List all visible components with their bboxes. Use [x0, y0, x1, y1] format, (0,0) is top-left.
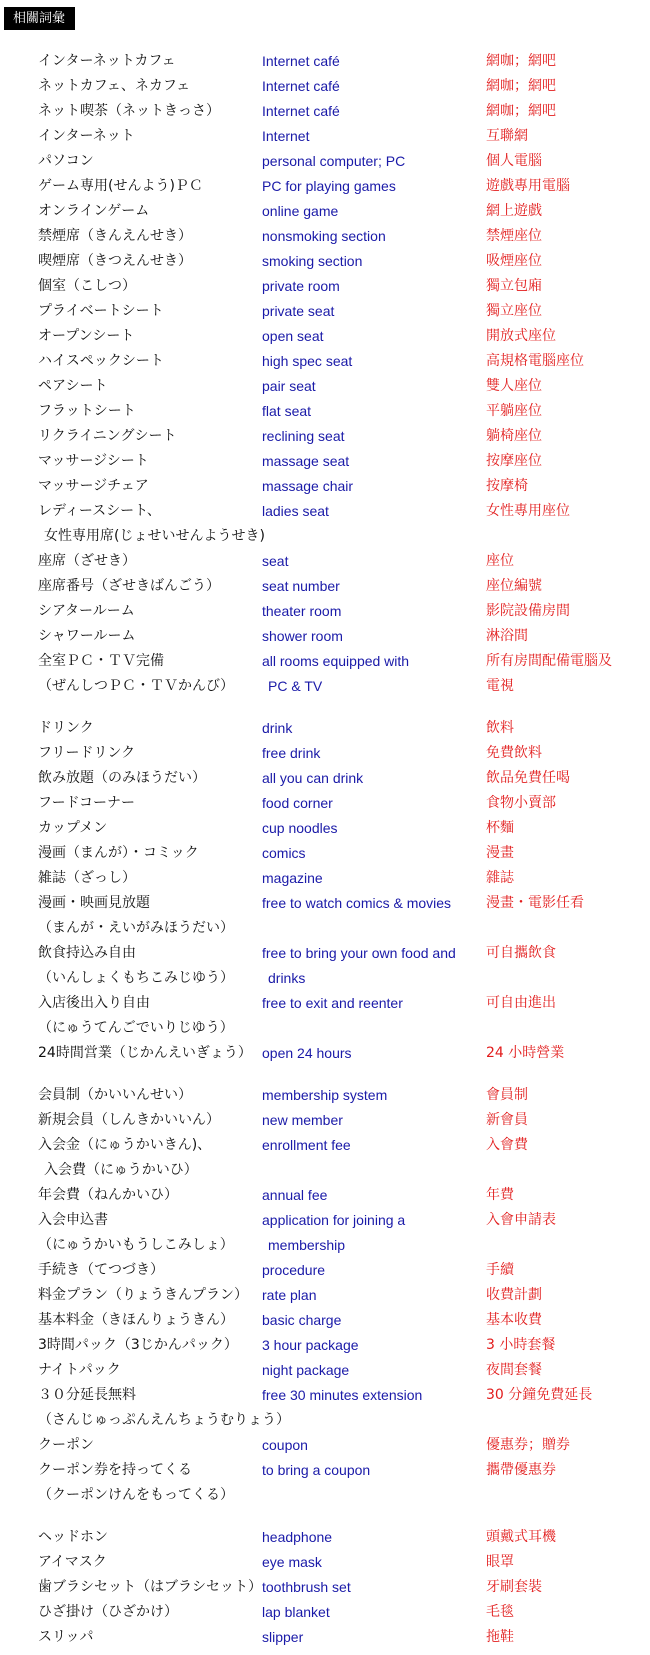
vocab-row [0, 941, 650, 966]
vocab-row [0, 991, 650, 1016]
english-term: PC for playing games [262, 178, 396, 194]
english-term: ladies seat [262, 503, 329, 519]
vocab-row [0, 1208, 650, 1233]
english-term: toothbrush set [262, 1579, 351, 1595]
chinese-term: 按摩椅 [486, 478, 528, 494]
english-term: procedure [262, 1262, 326, 1278]
chinese-term: 可自攜飲食 [486, 945, 556, 961]
english-term: membership [268, 1237, 346, 1253]
vocab-row [0, 1108, 650, 1133]
japanese-term: 入会金（にゅうかいきん)、 [38, 1137, 212, 1153]
japanese-term: フードコーナー [38, 795, 136, 811]
vocab-row [0, 374, 650, 399]
vocab-row [0, 1158, 650, 1183]
vocab-row [0, 816, 650, 841]
chinese-term: 基本收費 [486, 1312, 542, 1328]
english-term: headphone [262, 1529, 333, 1545]
japanese-term: 雑誌（ざっし） [38, 870, 136, 886]
japanese-term: 女性専用席(じょせいせんようせき) [44, 528, 265, 544]
english-term: to bring a coupon [262, 1462, 371, 1478]
vocab-row [0, 349, 650, 374]
japanese-term: 料金プラン（りょうきんプラン） [38, 1287, 248, 1303]
japanese-term: 座席番号（ざせきばんごう） [38, 578, 220, 594]
english-term: food corner [262, 795, 333, 811]
japanese-term: 個室（こしつ） [38, 278, 136, 294]
english-term: high spec seat [262, 353, 353, 369]
english-term: open seat [262, 328, 324, 344]
group-spacer [0, 699, 650, 716]
japanese-term: 入会費（にゅうかいひ） [44, 1162, 198, 1178]
chinese-term: 新會員 [486, 1112, 528, 1128]
chinese-term: 3 小時套餐 [486, 1337, 556, 1353]
chinese-term: 拖鞋 [486, 1629, 514, 1645]
english-term: pair seat [262, 378, 316, 394]
japanese-term: 歯ブラシセット（はブラシセット） [38, 1579, 262, 1595]
vocab-row [0, 1133, 650, 1158]
japanese-term: マッサージシート [38, 453, 149, 469]
vocab-row [0, 1358, 650, 1383]
english-term: basic charge [262, 1312, 342, 1328]
japanese-term: 全室ＰＣ・ＴＶ完備 [38, 653, 164, 669]
vocab-row [0, 1483, 650, 1508]
chinese-term: 攜帶優惠券 [486, 1462, 556, 1478]
vocab-row [0, 49, 650, 74]
english-term: free to watch comics & movies [262, 895, 452, 911]
english-term: enrollment fee [262, 1137, 351, 1153]
english-term: night package [262, 1362, 350, 1378]
chinese-term: 眼罩 [486, 1554, 514, 1570]
vocab-row [0, 1333, 650, 1358]
english-term: theater room [262, 603, 342, 619]
english-term: flat seat [262, 403, 312, 419]
vocab-row [0, 1525, 650, 1550]
japanese-term: 漫画・映画見放題 [38, 895, 150, 911]
vocab-row [0, 499, 650, 524]
english-term: all rooms equipped with [262, 653, 410, 669]
vocab-row [0, 891, 650, 916]
chinese-term: 獨立座位 [486, 303, 542, 319]
vocab-row [0, 916, 650, 941]
japanese-term: （にゅうてんごでいりじゆう） [38, 1020, 234, 1036]
japanese-term: マッサージチェア [38, 478, 149, 494]
japanese-term: （ぜんしつＰＣ・ＴＶかんび） [38, 678, 234, 694]
japanese-term: インターネット [38, 128, 135, 144]
japanese-term: 禁煙席（きんえんせき） [38, 228, 192, 244]
vocab-row [0, 174, 650, 199]
vocab-row [0, 474, 650, 499]
chinese-term: 手續 [486, 1262, 514, 1278]
english-term: coupon [262, 1437, 308, 1453]
english-term: private room [262, 278, 340, 294]
vocab-row [0, 1041, 650, 1066]
japanese-term: 飲み放題（のみほうだい） [38, 770, 206, 786]
vocab-row [0, 1600, 650, 1625]
japanese-term: ゲーム専用(せんよう)ＰＣ [38, 178, 203, 194]
vocab-row [0, 1083, 650, 1108]
japanese-term: ナイトパック [38, 1362, 121, 1378]
japanese-term: 新規会員（しんきかいいん） [38, 1112, 220, 1128]
japanese-term: 喫煙席（きつえんせき） [38, 253, 192, 269]
chinese-term: 漫畫 [486, 845, 514, 861]
chinese-term: 雙人座位 [486, 378, 542, 394]
chinese-term: 漫畫・電影任看 [486, 895, 584, 911]
english-term: open 24 hours [262, 1045, 352, 1061]
chinese-term: 躺椅座位 [486, 428, 542, 444]
japanese-term: ヘッドホン [38, 1529, 108, 1545]
chinese-term: 淋浴間 [486, 628, 528, 644]
japanese-term: 座席（ざせき） [38, 553, 136, 569]
vocab-row [0, 249, 650, 274]
english-term: PC & TV [268, 678, 323, 694]
japanese-term: （にゅうかいもうしこみしょ） [38, 1237, 234, 1253]
vocab-row [0, 674, 650, 699]
japanese-term: フラットシート [38, 403, 136, 419]
english-term: smoking section [262, 253, 363, 269]
japanese-term: レディースシート、 [38, 503, 161, 519]
english-term: eye mask [262, 1554, 322, 1570]
vocab-row [0, 549, 650, 574]
japanese-term: 入会申込書 [38, 1212, 108, 1228]
japanese-term: パソコン [38, 153, 94, 169]
chinese-term: 獨立包廂 [486, 278, 542, 294]
vocab-row [0, 791, 650, 816]
english-term: magazine [262, 870, 323, 886]
vocab-row [0, 274, 650, 299]
vocab-row [0, 966, 650, 991]
japanese-term: ドリンク [38, 720, 94, 736]
vocab-row [0, 1283, 650, 1308]
japanese-term: カップメン [38, 820, 108, 836]
english-term: massage chair [262, 478, 354, 494]
chinese-term: 座位編號 [486, 578, 542, 594]
vocab-row [0, 124, 650, 149]
english-term: Internet café [262, 78, 340, 94]
japanese-term: シャワールーム [38, 628, 136, 644]
chinese-term: 會員制 [486, 1087, 528, 1103]
japanese-term: インターネットカフェ [38, 53, 176, 69]
chinese-term: 網咖；網吧 [486, 78, 556, 94]
japanese-term: アイマスク [38, 1554, 107, 1570]
english-term: Internet café [262, 103, 340, 119]
group-spacer [0, 1508, 650, 1525]
japanese-term: ペアシート [38, 378, 108, 394]
english-term: nonsmoking section [262, 228, 386, 244]
english-term: free to exit and reenter [262, 995, 403, 1011]
english-term: lap blanket [262, 1604, 330, 1620]
chinese-term: 座位 [486, 553, 514, 569]
english-term: slipper [262, 1629, 304, 1645]
japanese-term: ネット喫茶（ネットきっさ） [38, 103, 220, 119]
english-term: all you can drink [262, 770, 364, 786]
chinese-term: 影院設備房間 [486, 603, 570, 619]
chinese-term: 免費飲料 [486, 745, 542, 761]
vocab-row [0, 224, 650, 249]
english-term: drinks [268, 970, 306, 986]
chinese-term: 食物小賣部 [486, 795, 556, 811]
chinese-term: 開放式座位 [486, 328, 556, 344]
english-term: reclining seat [262, 428, 345, 444]
vocab-row [0, 716, 650, 741]
vocab-row [0, 1258, 650, 1283]
japanese-term: （まんが・えいがみほうだい） [38, 920, 234, 936]
vocab-row [0, 624, 650, 649]
english-term: shower room [262, 628, 343, 644]
chinese-term: 所有房間配備電腦及 [486, 653, 612, 669]
japanese-term: クーポン券を持ってくる [38, 1462, 192, 1478]
japanese-term: 基本料金（きほんりょうきん） [38, 1312, 234, 1328]
english-term: membership system [262, 1087, 388, 1103]
chinese-term: 高規格電腦座位 [486, 353, 584, 369]
english-term: 3 hour package [262, 1337, 359, 1353]
vocab-row [0, 99, 650, 124]
english-term: seat number [262, 578, 340, 594]
japanese-term: 3時間パック（3じかんパック） [38, 1337, 238, 1353]
japanese-term: （クーポンけんをもってくる） [38, 1487, 234, 1503]
japanese-term: オンラインゲーム [38, 203, 150, 219]
japanese-term: 飲食持込み自由 [38, 945, 136, 961]
chinese-term: 雜誌 [486, 870, 514, 886]
chinese-term: 個人電腦 [486, 153, 542, 169]
japanese-term: 24時間営業（じかんえいぎょう） [38, 1045, 252, 1061]
japanese-term: （いんしょくもちこみじゆう） [38, 970, 234, 986]
japanese-term: 年会費（ねんかいひ） [38, 1187, 178, 1203]
vocab-row [0, 299, 650, 324]
vocab-row [0, 324, 650, 349]
vocab-row [0, 1183, 650, 1208]
vocab-row [0, 199, 650, 224]
japanese-term: 手続き（てつづき） [38, 1262, 164, 1278]
chinese-term: 可自由進出 [486, 995, 556, 1011]
chinese-term: 入會申請表 [486, 1212, 556, 1228]
chinese-term: 按摩座位 [486, 453, 542, 469]
chinese-term: 24 小時營業 [486, 1045, 565, 1061]
japanese-term: 会員制（かいいんせい） [38, 1087, 192, 1103]
chinese-term: 入會費 [486, 1137, 528, 1153]
chinese-term: 遊戲專用電腦 [486, 178, 570, 194]
chinese-term: 互聯網 [486, 128, 528, 144]
vocab-row [0, 599, 650, 624]
chinese-term: 飲料 [486, 720, 514, 736]
chinese-term: 頭戴式耳機 [486, 1529, 556, 1545]
japanese-term: 入店後出入り自由 [38, 995, 150, 1011]
chinese-term: 飲品免費任喝 [486, 770, 570, 786]
vocab-row [0, 1016, 650, 1041]
chinese-term: 牙刷套裝 [486, 1579, 542, 1595]
vocab-row [0, 741, 650, 766]
japanese-term: プライベートシート [38, 303, 164, 319]
chinese-term: 年費 [486, 1187, 514, 1203]
japanese-term: 漫画（まんが）・コミック [38, 845, 199, 861]
chinese-term: 夜間套餐 [486, 1362, 542, 1378]
vocab-row [0, 1383, 650, 1408]
chinese-term: 收費計劃 [486, 1287, 542, 1303]
vocab-row [0, 1433, 650, 1458]
english-term: Internet [262, 128, 310, 144]
vocab-row [0, 74, 650, 99]
japanese-term: ひざ掛け（ひざかけ） [38, 1604, 178, 1620]
chinese-term: 平躺座位 [486, 403, 542, 419]
chinese-term: 女性專用座位 [486, 503, 570, 519]
english-term: massage seat [262, 453, 350, 469]
vocab-row [0, 866, 650, 891]
japanese-term: オープンシート [38, 328, 135, 344]
japanese-term: フリードリンク [38, 745, 136, 761]
chinese-term: 杯麵 [486, 820, 514, 836]
japanese-term: ３０分延長無料 [38, 1387, 136, 1403]
english-term: cup noodles [262, 820, 338, 836]
japanese-term: クーポン [38, 1437, 94, 1453]
chinese-term: 吸煙座位 [486, 253, 542, 269]
section-title: 相關詞彙 [4, 7, 75, 30]
english-term: private seat [262, 303, 335, 319]
vocab-row [0, 149, 650, 174]
vocab-row [0, 449, 650, 474]
vocab-row [0, 1233, 650, 1258]
english-term: online game [262, 203, 339, 219]
vocab-row [0, 1458, 650, 1483]
vocab-row [0, 1550, 650, 1575]
vocab-row [0, 1308, 650, 1333]
vocab-row [0, 399, 650, 424]
vocab-row [0, 1625, 650, 1650]
chinese-term: 禁煙座位 [486, 228, 542, 244]
vocab-row [0, 424, 650, 449]
vocab-row [0, 524, 650, 549]
english-term: new member [262, 1112, 343, 1128]
japanese-term: ネットカフェ、ネカフェ [38, 78, 191, 94]
chinese-term: 網咖；網吧 [486, 53, 556, 69]
vocab-row [0, 1575, 650, 1600]
chinese-term: 電視 [486, 678, 514, 694]
english-term: drink [262, 720, 293, 736]
vocab-row [0, 574, 650, 599]
vocab-row [0, 1408, 650, 1433]
chinese-term: 網咖；網吧 [486, 103, 556, 119]
english-term: Internet café [262, 53, 340, 69]
japanese-term: シアタールーム [38, 603, 135, 619]
chinese-term: 毛毯 [486, 1604, 514, 1620]
english-term: free drink [262, 745, 321, 761]
english-term: free 30 minutes extension [262, 1387, 423, 1403]
japanese-term: ハイスペックシート [38, 353, 164, 369]
english-term: free to bring your own food and [262, 945, 456, 961]
english-term: personal computer; PC [262, 153, 406, 169]
vocab-row [0, 766, 650, 791]
japanese-term: （さんじゅっぷんえんちょうむりょう） [38, 1412, 290, 1428]
vocab-row [0, 649, 650, 674]
english-term: seat [262, 553, 289, 569]
english-term: annual fee [262, 1187, 328, 1203]
english-term: application for joining a [262, 1212, 406, 1228]
english-term: comics [262, 845, 306, 861]
japanese-term: スリッパ [38, 1629, 94, 1645]
group-spacer [0, 1066, 650, 1083]
japanese-term: リクライニングシート [38, 428, 177, 444]
vocabulary-list [0, 49, 650, 1650]
vocab-row [0, 841, 650, 866]
chinese-term: 優惠券；贈券 [486, 1437, 570, 1453]
chinese-term: 30 分鐘免費延長 [486, 1387, 593, 1403]
english-term: rate plan [262, 1287, 317, 1303]
chinese-term: 網上遊戲 [486, 203, 542, 219]
